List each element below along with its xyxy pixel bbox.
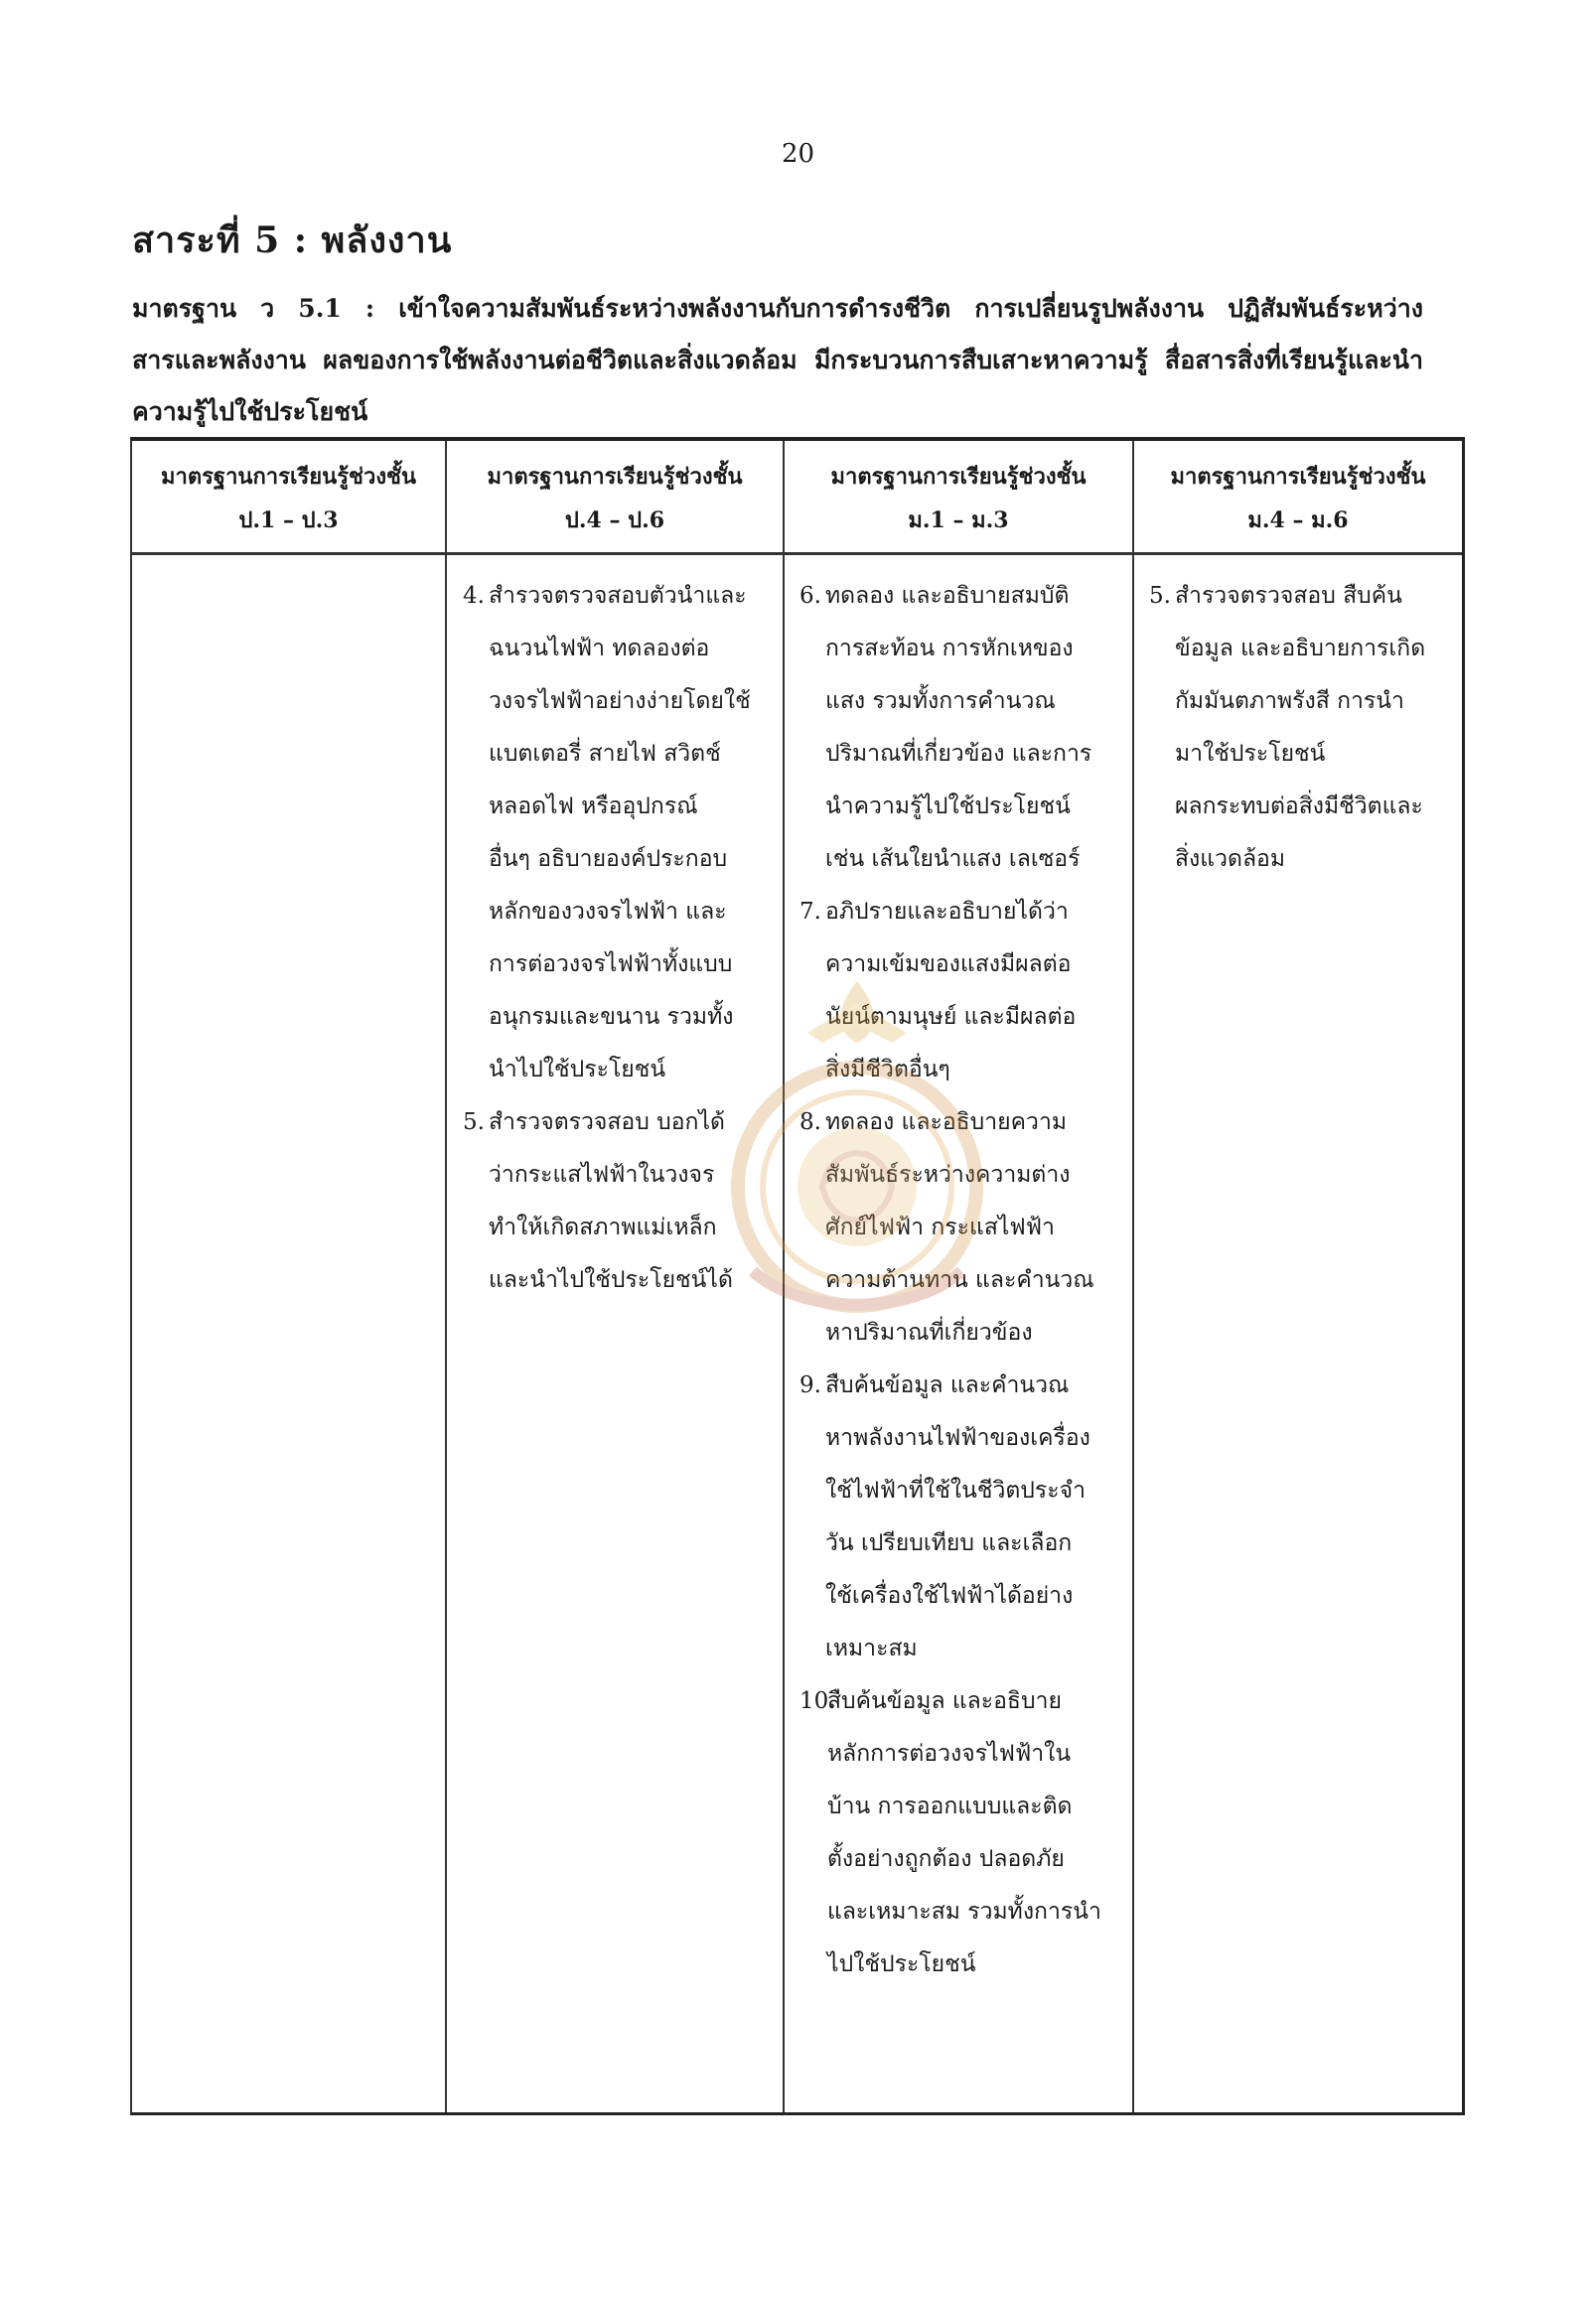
header-cell-m1-3	[785, 455, 1132, 542]
item-line: การสะท้อน การหักเหของ	[825, 636, 1074, 661]
item-line: เหมาะสม	[825, 1636, 918, 1661]
item-number: 9.	[799, 1372, 821, 1398]
item-line: หลักการต่อวงจรไฟฟ้าใน	[827, 1741, 1072, 1767]
header-level: ป.1 – ป.3	[238, 507, 339, 533]
header-level: ม.1 – ม.3	[908, 507, 1009, 533]
header-cell-m4-6	[1134, 455, 1462, 542]
item-line: ใช้ไฟฟ้าที่ใช้ในชีวิตประจำ	[825, 1478, 1087, 1504]
item-line: หาพลังงานไฟฟ้าของเครื่อง	[825, 1425, 1090, 1451]
standard-statement	[132, 283, 1423, 438]
item-line: สำรวจตรวจสอบ สืบค้น	[1175, 583, 1402, 609]
item-line: ผลกระทบต่อสิ่งมีชีวิตและ	[1175, 793, 1423, 819]
page-number: 20	[781, 139, 815, 169]
list-item	[1149, 570, 1459, 886]
item-number: 7.	[799, 899, 821, 925]
item-line: สืบค้นข้อมูล และคำนวณ	[825, 1372, 1070, 1398]
item-line: เช่น เส้นใยนำแสง เลเซอร์	[825, 846, 1081, 872]
header-level: ป.4 – ป.6	[564, 507, 665, 533]
list-item	[799, 570, 1129, 886]
item-line: ฉนวนไฟฟ้า ทดลองต่อ	[489, 636, 710, 661]
item-line: แบตเตอรี่ สายไฟ สวิตช์	[489, 741, 721, 767]
item-line: แสง รวมทั้งการคำนวณ	[825, 688, 1056, 714]
section-title: สาระที่ 5 : พลังงาน	[132, 219, 453, 261]
standard-line: สารและพลังงาน ผลของการใช้พลังงานต่อชีวิตและสิ่งแวดล้อม มีกระบวนการสืบเสาะหาความรู้ สื่อสารสิ่งที่เรียนรู้และนำ	[132, 346, 1423, 374]
item-number: 8.	[799, 1109, 821, 1135]
item-line: และเหมาะสม รวมทั้งการนำ	[827, 1899, 1101, 1925]
watermark-emblem-icon	[713, 973, 1001, 1341]
item-line: การต่อวงจรไฟฟ้าทั้งแบบ	[489, 951, 733, 977]
item-line: ปริมาณที่เกี่ยวข้อง และการ	[825, 741, 1092, 767]
item-number: 5.	[1149, 583, 1171, 609]
item-line: ว่ากระแสไฟฟ้าในวงจร	[489, 1162, 715, 1188]
item-line: สำรวจตรวจสอบตัวนำและ	[489, 583, 747, 609]
header-title: มาตรฐานการเรียนรู้ช่วงชั้น	[830, 464, 1087, 490]
header-cell-p1-3	[132, 455, 445, 542]
list-item	[799, 1675, 1129, 1991]
item-line: บ้าน การออกแบบและติด	[827, 1794, 1073, 1819]
list-item	[799, 1360, 1129, 1675]
column-m4-6	[1149, 570, 1459, 886]
column-divider	[1132, 441, 1134, 2112]
item-line: หลอดไฟ หรืออุปกรณ์	[489, 793, 698, 819]
item-line: สิ่งแวดล้อม	[1175, 846, 1286, 872]
header-title: มาตรฐานการเรียนรู้ช่วงชั้น	[160, 464, 417, 490]
item-line: นัยน์ตามนุษย์ และมีผลต่อ	[825, 1004, 1077, 1030]
item-line: สิ่งมีชีวิตอื่นๆ	[825, 1057, 950, 1082]
item-line: อนุกรมและขนาน รวมทั้ง	[489, 1004, 734, 1030]
item-line: ศักย์ไฟฟ้า กระแสไฟฟ้า	[825, 1215, 1055, 1240]
item-line: ทดลอง และอธิบายความ	[825, 1109, 1068, 1135]
item-line: สำรวจตรวจสอบ บอกได้	[489, 1109, 725, 1135]
item-line: ไปใช้ประโยชน์	[827, 1951, 976, 1977]
item-line: นำความรู้ไปใช้ประโยชน์	[825, 793, 1071, 819]
item-line: นำไปใช้ประโยชน์	[489, 1057, 666, 1082]
item-line: ความเข้มของแสงมีผลต่อ	[825, 951, 1072, 977]
item-line: สัมพันธ์ระหว่างความต่าง	[825, 1162, 1071, 1188]
header-title: มาตรฐานการเรียนรู้ช่วงชั้น	[1170, 464, 1426, 490]
standard-line: มาตรฐาน ว 5.1 : เข้าใจความสัมพันธ์ระหว่างพลังงานกับการดำรงชีวิต การเปลี่ยนรูปพลังงาน ปฏิสัมพันธ์ระหว่าง	[132, 294, 1423, 323]
item-number: 4.	[463, 583, 485, 609]
item-line: อื่นๆ อธิบายองค์ประกอบ	[489, 846, 728, 872]
standard-line: ความรู้ไปใช้ประโยชน์	[132, 397, 368, 426]
item-line: ทำให้เกิดสภาพแม่เหล็ก	[489, 1215, 717, 1240]
item-line: และนำไปใช้ประโยชน์ได้	[489, 1267, 733, 1293]
item-number: 10.	[799, 1688, 836, 1714]
item-line: ตั้งอย่างถูกต้อง ปลอดภัย	[827, 1846, 1065, 1872]
item-line: กัมมันตภาพรังสี การนำ	[1175, 688, 1404, 714]
item-line: วงจรไฟฟ้าอย่างง่ายโดยใช้	[489, 688, 751, 714]
item-line: หลักของวงจรไฟฟ้า และ	[489, 899, 727, 925]
item-number: 6.	[799, 583, 821, 609]
item-number: 5.	[463, 1109, 485, 1135]
item-line: วัน เปรียบเทียบ และเลือก	[825, 1530, 1073, 1556]
item-line: สืบค้นข้อมูล และอธิบาย	[827, 1688, 1062, 1714]
header-cell-p4-6	[447, 455, 783, 542]
item-line: ความต้านทาน และคำนวณ	[825, 1267, 1094, 1293]
header-level: ม.4 – ม.6	[1247, 507, 1349, 533]
header-divider	[132, 552, 1462, 555]
header-title: มาตรฐานการเรียนรู้ช่วงชั้น	[487, 464, 743, 490]
item-line: ใช้เครื่องใช้ไฟฟ้าได้อย่าง	[825, 1583, 1074, 1609]
item-line: อภิปรายและอธิบายได้ว่า	[825, 899, 1069, 925]
item-line: มาใช้ประโยชน์	[1175, 741, 1326, 767]
item-line: หาปริมาณที่เกี่ยวข้อง	[825, 1320, 1033, 1346]
column-divider	[445, 441, 447, 2112]
item-line: ทดลอง และอธิบายสมบัติ	[825, 583, 1070, 609]
item-line: ข้อมูล และอธิบายการเกิด	[1175, 636, 1426, 661]
